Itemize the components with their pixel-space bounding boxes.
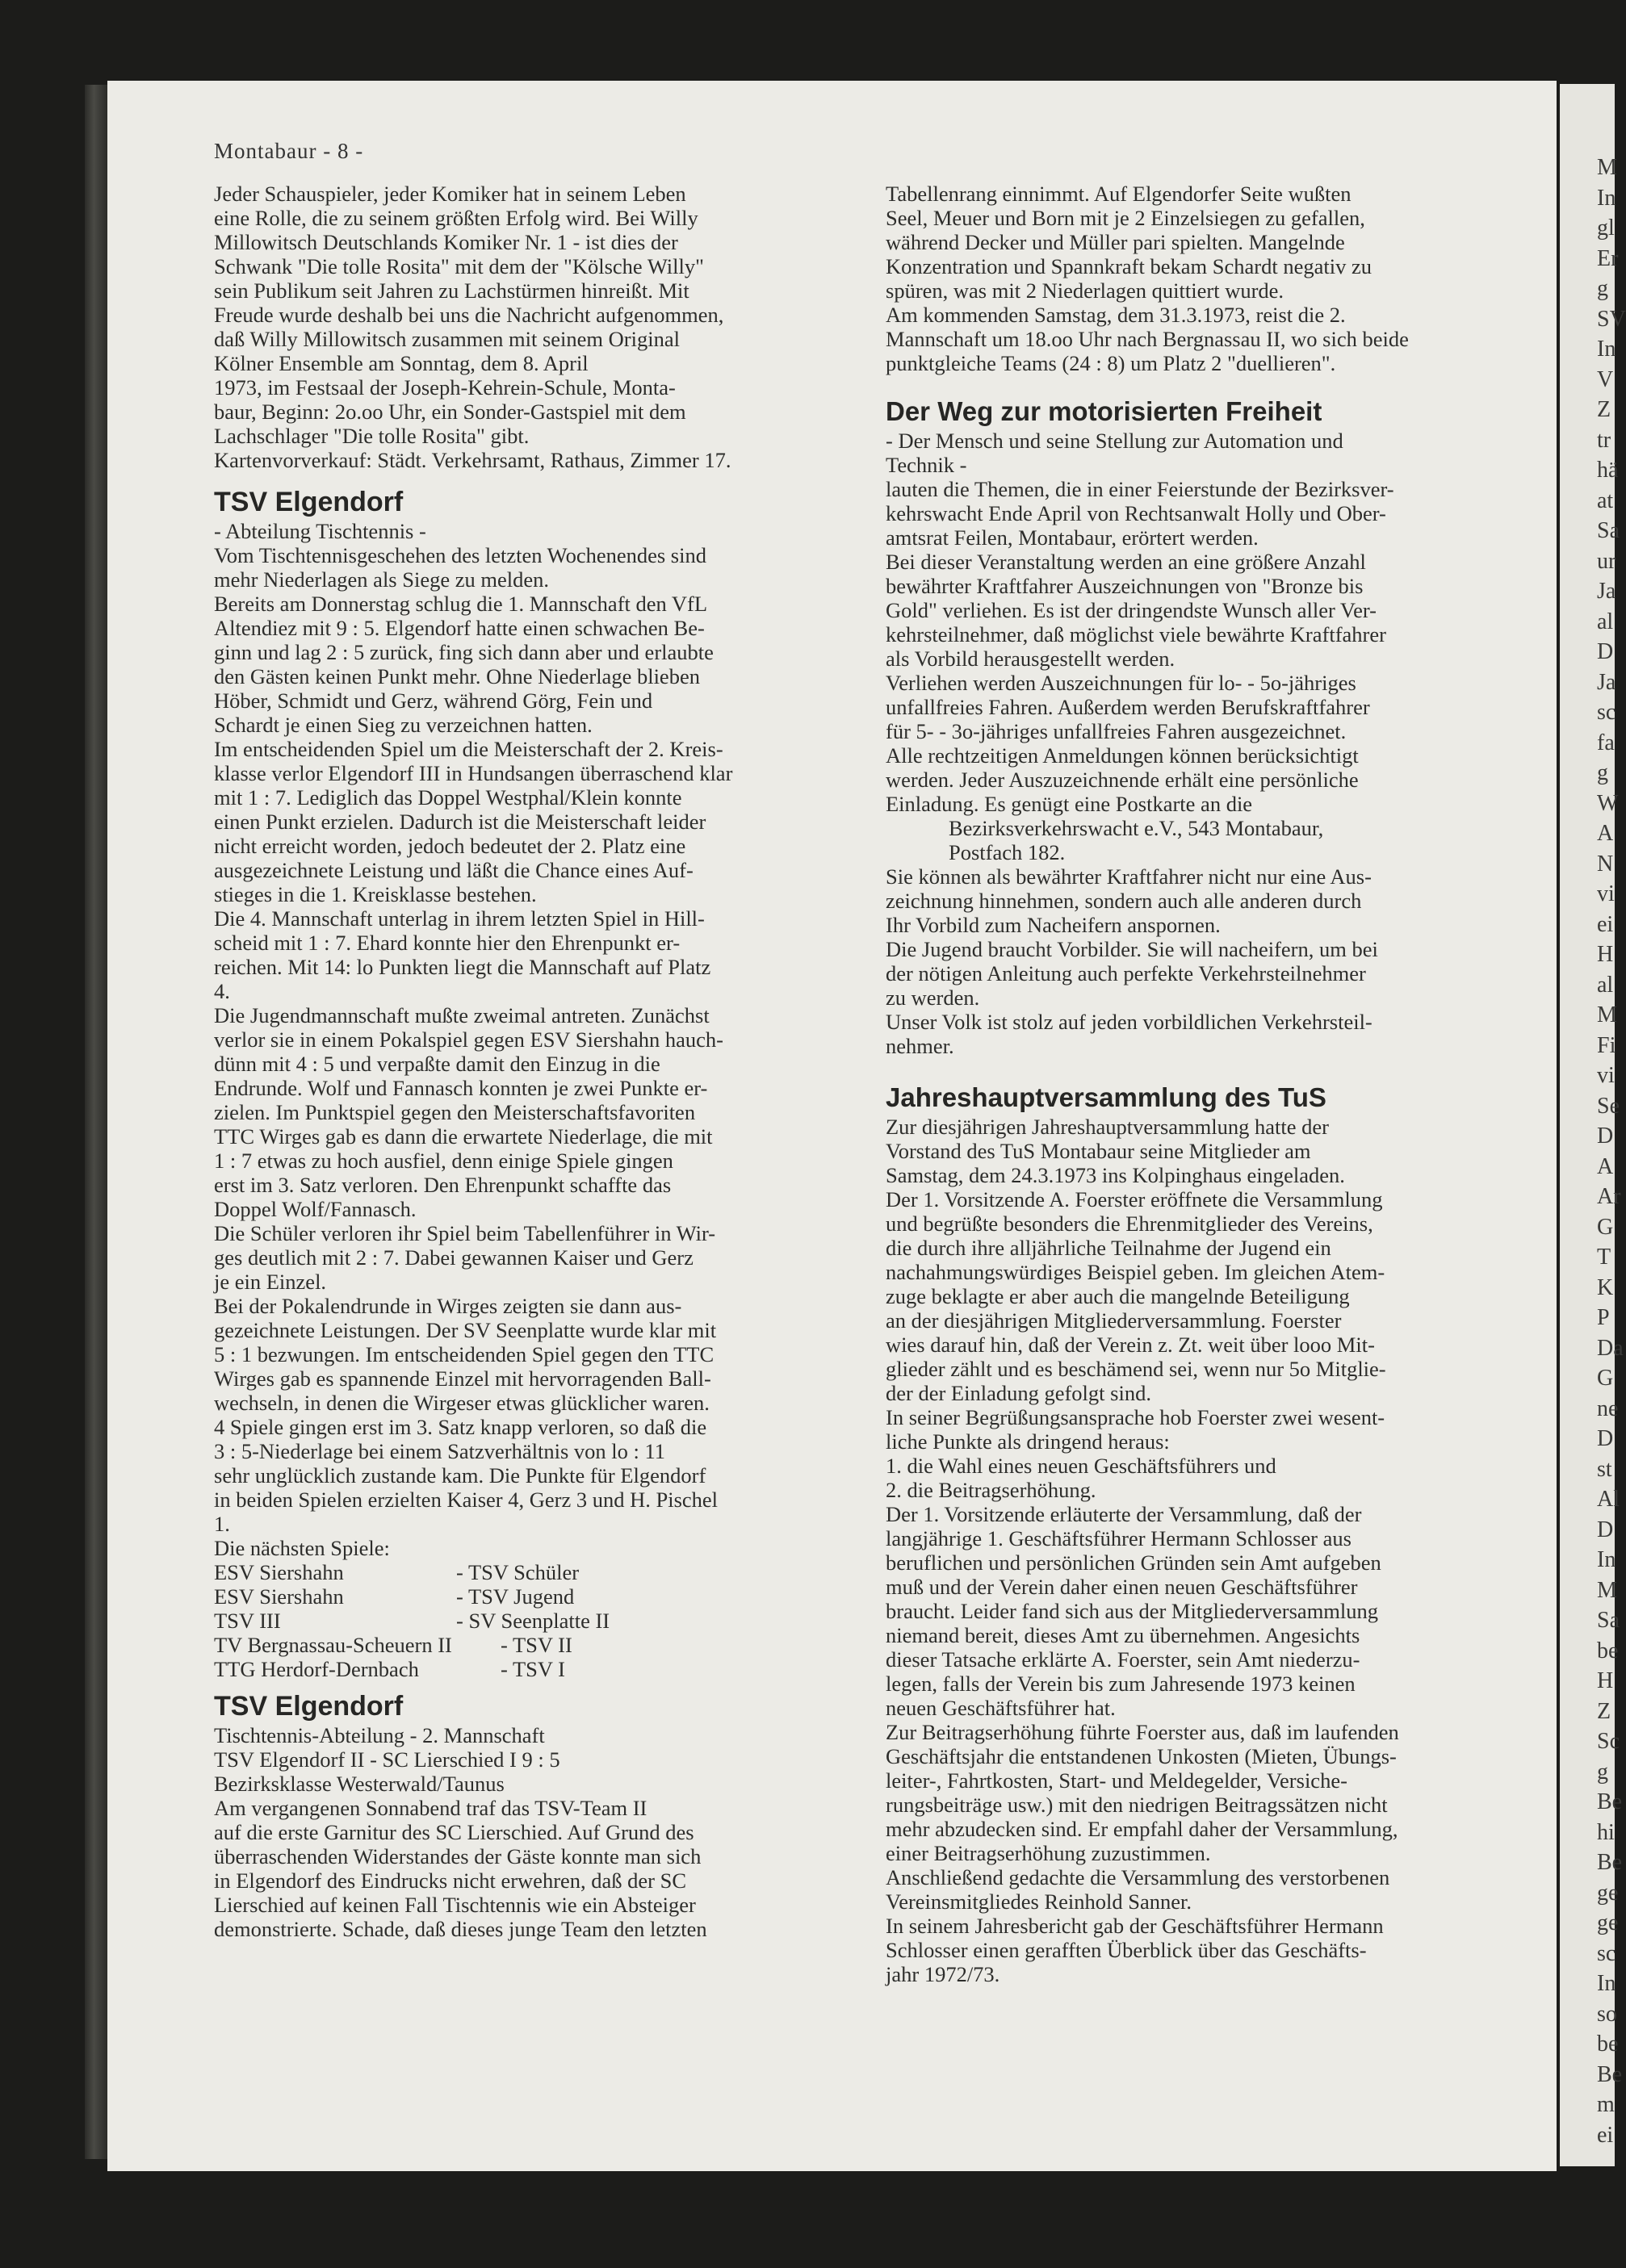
fixture-row <box>214 1560 860 1584</box>
text-line: Die 4. Mannschaft unterlag in ihrem letzten Spiel in Hill- <box>214 906 705 931</box>
text-line: Alle rechtzeitigen Anmeldungen können berücksichtigt <box>886 743 1359 768</box>
next-page-fragment: N <box>1597 851 1614 877</box>
text-line: punktgleiche Teams (24 : 8) um Platz 2 "duellieren". <box>886 351 1336 375</box>
text-line: Die nächsten Spiele: <box>214 1536 390 1560</box>
next-page-edge <box>1560 84 1626 2166</box>
text-line: Tabellenrang einnimmt. Auf Elgendorfer Seite wußten <box>886 182 1352 206</box>
next-page-fragment: Z <box>1597 1698 1611 1724</box>
text-line: Millowitsch Deutschlands Komiker Nr. 1 - ist dies der <box>214 230 678 254</box>
text-line: den Gästen keinen Punkt mehr. Ohne Niederlage blieben <box>214 664 700 688</box>
text-line: muß und der Verein daher einen neuen Geschäftsführer <box>886 1575 1358 1599</box>
text-line: 4. <box>214 979 230 1003</box>
next-page-fragment: V <box>1597 366 1614 392</box>
text-line: 5 : 1 bezwungen. Im entscheidenden Spiel gegen den TTC <box>214 1342 715 1366</box>
next-page-fragment: gl <box>1597 216 1615 241</box>
text-line: nachahmungswürdiges Beispiel geben. Im gleichen Atem- <box>886 1260 1385 1284</box>
fixture-home: TV Bergnassau-Scheuern II <box>214 1633 452 1657</box>
next-page-fragment: D <box>1597 639 1614 664</box>
next-page-fragment: ge <box>1597 1910 1619 1935</box>
next-page-fragment: Z <box>1597 397 1611 422</box>
text-line: bewährter Kraftfahrer Auszeichnungen von "Bronze bis <box>886 574 1364 598</box>
text-line: Die Jugend braucht Vorbilder. Sie will nacheifern, um bei <box>886 937 1378 961</box>
next-page-fragment: Ar <box>1597 1184 1621 1209</box>
next-page-fragment: H <box>1597 942 1614 967</box>
next-page-fragment: P <box>1597 1305 1610 1330</box>
text-line: nicht erreicht worden, jedoch bedeutet der 2. Platz eine <box>214 834 686 858</box>
text-line: in Elgendorf des Eindrucks nicht erwehren, daß der SC <box>214 1868 687 1893</box>
text-line: legen, falls der Verein bis zum Jahresende 1973 keinen <box>886 1672 1356 1696</box>
section-body-tus <box>886 1115 1540 1986</box>
next-page-fragment: In <box>1597 337 1616 362</box>
text-line: gezeichnete Leistungen. Der SV Seenplatte wurde klar mit <box>214 1318 717 1342</box>
section-body-verkehrswacht-cont <box>886 864 1540 1058</box>
text-line: braucht. Leider fand sich aus der Mitgliederversammlung <box>886 1599 1379 1623</box>
text-line: mit 1 : 7. Lediglich das Doppel Westphal/Klein konnte <box>214 785 682 810</box>
text-line: TTC Wirges gab es dann die erwartete Niederlage, die mit <box>214 1124 713 1149</box>
text-line: Der 1. Vorsitzende A. Foerster eröffnete die Versammlung <box>886 1187 1383 1211</box>
text-line: Bereits am Donnerstag schlug die 1. Mannschaft den VfL <box>214 592 708 616</box>
text-line: nehmer. <box>886 1034 954 1058</box>
text-line: Bei der Pokalendrunde in Wirges zeigten sie dann aus- <box>214 1294 682 1318</box>
text-line: 1. die Wahl eines neuen Geschäftsführers und <box>886 1454 1276 1478</box>
text-line: rungsbeiträge usw.) mit den niedrigen Beitragssätzen nicht <box>886 1793 1388 1817</box>
next-page-fragment: Se <box>1597 1093 1620 1119</box>
text-line: die durch ihre alljährliche Teilnahme der Jugend ein <box>886 1236 1331 1260</box>
next-page-fragment: at <box>1597 487 1614 513</box>
fixture-row <box>214 1584 860 1609</box>
next-page-fragment: M <box>1597 1002 1617 1027</box>
next-page-fragment: so <box>1597 2001 1617 2027</box>
text-line: mehr Niederlagen als Siege zu melden. <box>214 567 550 592</box>
text-line: daß Willy Millowitsch zusammen mit seinem Original <box>214 327 680 351</box>
fixtures-list <box>214 1560 860 1681</box>
next-page-fragment: T <box>1597 1245 1611 1270</box>
next-page-fragment: hä <box>1597 458 1619 483</box>
text-line: sehr unglücklich zustande kam. Die Punkte für Elgendorf <box>214 1463 706 1488</box>
next-page-fragment: g <box>1597 760 1608 785</box>
text-line: Samstag, dem 24.3.1973 ins Kolpinghaus eingeladen. <box>886 1163 1345 1187</box>
next-page-fragment: D <box>1597 1124 1614 1149</box>
text-line: für 5- - 3o-jähriges unfallfreies Fahren ausgezeichnet. <box>886 719 1347 743</box>
text-line: Geschäftsjahr die entstandenen Unkosten (Mieten, Übungs- <box>886 1744 1397 1768</box>
next-page-fragment: vi <box>1597 1063 1615 1088</box>
fixture-row <box>214 1609 860 1633</box>
next-page-fragment: Sc <box>1597 1729 1620 1754</box>
text-line: scheid mit 1 : 7. Ehard konnte hier den Ehrenpunkt er- <box>214 931 681 955</box>
fixture-home: TSV III <box>214 1609 281 1633</box>
next-page-fragment: ei <box>1597 2122 1614 2148</box>
text-line: an der diesjährigen Mitgliederversammlung. Foerster <box>886 1308 1342 1333</box>
text-line: reichen. Mit 14: lo Punkten liegt die Mannschaft auf Platz <box>214 955 711 979</box>
next-page-fragment: st <box>1597 1456 1612 1482</box>
text-line: Tischtennis-Abteilung - 2. Mannschaft <box>214 1723 545 1747</box>
next-page-fragment: sc <box>1597 1940 1616 1966</box>
text-line: baur, Beginn: 2o.oo Uhr, ein Sonder-Gastspiel mit dem <box>214 400 686 424</box>
section-title-motorisierte-freiheit: Der Weg zur motorisierten Freiheit <box>886 396 1322 426</box>
text-line: als Vorbild herausgestellt werden. <box>886 647 1175 671</box>
fixture-home: ESV Siershahn <box>214 1560 344 1584</box>
next-page-fragment: Da <box>1597 1335 1624 1361</box>
text-line: Sie können als bewährter Kraftfahrer nicht nur eine Aus- <box>886 864 1372 889</box>
text-line: Im entscheidenden Spiel um die Meisterschaft der 2. Kreis- <box>214 737 723 761</box>
text-line: Postfach 182. <box>949 840 1066 864</box>
text-line: ausgezeichnete Leistung und läßt die Chance eines Auf- <box>214 858 694 882</box>
text-line: eine Rolle, die zu seinem größten Erfolg wird. Bei Willy <box>214 206 698 230</box>
next-page-fragment: H <box>1597 1668 1614 1693</box>
next-page-fragment: In <box>1597 1971 1616 1996</box>
text-line: Schwank "Die tolle Rosita" mit dem der "Kölsche Willy" <box>214 254 704 278</box>
text-line: sein Publikum seit Jahren zu Lachstürmen hinreißt. Mit <box>214 278 689 303</box>
fixture-home: TTG Herdorf-Dernbach <box>214 1657 419 1681</box>
text-line: überraschenden Widerstandes der Gäste konnte man sich <box>214 1844 702 1868</box>
next-page-fragment: Er <box>1597 245 1619 271</box>
intro-paragraph <box>214 182 860 472</box>
text-line: Die Schüler verloren ihr Spiel beim Tabellenführer in Wir- <box>214 1221 716 1245</box>
fixture-away: - TSV Jugend <box>456 1584 575 1609</box>
section-body-verkehrswacht <box>886 477 1540 816</box>
text-line: In seiner Begrüßungsansprache hob Foerster zwei wesent- <box>886 1405 1385 1429</box>
text-line: je ein Einzel. <box>214 1270 327 1294</box>
next-page-fragment: hi <box>1597 1819 1615 1845</box>
text-line: - Abteilung Tischtennis - <box>214 519 426 543</box>
text-line: Seel, Meuer und Born mit je 2 Einzelsiegen zu gefallen, <box>886 206 1365 230</box>
text-line: Am kommenden Samstag, dem 31.3.1973, reist die 2. <box>886 303 1346 327</box>
text-line: verlor sie in einem Pokalspiel gegen ESV Siershahn hauch- <box>214 1027 723 1052</box>
text-line: Technik - <box>886 453 967 477</box>
next-page-fragment: be <box>1597 1638 1619 1663</box>
next-page-fragment: M <box>1597 1577 1617 1603</box>
text-line: ges deutlich mit 2 : 7. Dabei gewannen Kaiser und Gerz <box>214 1245 694 1270</box>
next-page-fragment: g <box>1597 276 1608 301</box>
text-line: neuen Geschäftsführer hat. <box>886 1696 1116 1720</box>
text-line: Doppel Wolf/Fannasch. <box>214 1197 417 1221</box>
text-line: Konzentration und Spannkraft bekam Schardt negativ zu <box>886 254 1372 278</box>
text-line: Freude wurde deshalb bei uns die Nachricht aufgenommen, <box>214 303 724 327</box>
text-line: dieser Tatsache erklärte A. Foerster, sein Amt niederzu- <box>886 1647 1360 1672</box>
text-line: erst im 3. Satz verloren. Den Ehrenpunkt schaffte das <box>214 1173 672 1197</box>
next-page-fragment: Sa <box>1597 518 1620 543</box>
text-line: niemand bereit, dieses Amt zu übernehmen. Angesichts <box>886 1623 1360 1647</box>
next-page-fragment: M <box>1597 155 1617 180</box>
text-line: zuge beklagte er aber auch die mangelnde Beteiligung <box>886 1284 1350 1308</box>
text-line: Endrunde. Wolf und Fannasch konnten je zwei Punkte er- <box>214 1076 708 1100</box>
section-body-tischtennis <box>214 519 860 1560</box>
text-line: Vereinsmitgliedes Reinhold Sanner. <box>886 1889 1192 1914</box>
text-line: Einladung. Es genügt eine Postkarte an die <box>886 792 1253 816</box>
section-title-jahreshauptversammlung: Jahreshauptversammlung des TuS <box>886 1082 1326 1112</box>
text-line: klasse verlor Elgendorf III in Hundsangen überraschend klar <box>214 761 733 785</box>
text-line: Verliehen werden Auszeichnungen für lo- - 5o-jähriges <box>886 671 1356 695</box>
next-page-fragment: be <box>1597 2032 1619 2057</box>
next-page-fragment: Ja <box>1597 669 1616 695</box>
continuation-paragraph <box>886 182 1540 375</box>
text-line: jahr 1972/73. <box>886 1962 1000 1986</box>
next-page-fragment: m <box>1597 2092 1615 2117</box>
next-page-fragment: ur <box>1597 548 1616 574</box>
fixture-away: - TSV II <box>501 1633 572 1657</box>
text-line: Bezirksverkehrswacht e.V., 543 Montabaur, <box>949 816 1324 840</box>
text-line: Vom Tischtennisgeschehen des letzten Wochenendes sind <box>214 543 706 567</box>
fixture-row <box>214 1657 860 1681</box>
left-column <box>214 182 860 1941</box>
text-line: ginn und lag 2 : 5 zurück, fing sich dann aber und erlaubte <box>214 640 714 664</box>
fixture-away: - TSV I <box>501 1657 566 1681</box>
text-line: TSV Elgendorf II - SC Lierschied I 9 : 5 <box>214 1747 560 1772</box>
section-subtitle <box>886 429 1540 477</box>
text-line: zu werden. <box>886 985 980 1010</box>
right-column <box>886 182 1540 1986</box>
text-line: Lierschied auf keinen Fall Tischtennis wie ein Absteiger <box>214 1893 696 1917</box>
section-title-tsv-elgendorf-2: TSV Elgendorf <box>214 1691 404 1722</box>
text-line: Altendiez mit 9 : 5. Elgendorf hatte einen schwachen Be- <box>214 616 705 640</box>
text-line: wechseln, in denen die Wirgeser etwas glücklicher waren. <box>214 1391 710 1415</box>
next-page-fragment: tr <box>1597 427 1611 453</box>
section-title-tsv-elgendorf: TSV Elgendorf <box>214 487 404 517</box>
next-page-fragment: Fi <box>1597 1032 1616 1058</box>
text-line: während Decker und Müller pari spielten. Mangelnde <box>886 230 1345 254</box>
text-line: einen Punkt erzielen. Dadurch ist die Meisterschaft leider <box>214 810 706 834</box>
text-line: Kartenvorverkauf: Städt. Verkehrsamt, Rathaus, Zimmer 17. <box>214 448 731 472</box>
text-line: der nötigen Anleitung auch perfekte Verkehrsteilnehmer <box>886 961 1366 985</box>
text-line: der der Einladung gefolgt sind. <box>886 1381 1151 1405</box>
text-line: Kölner Ensemble am Sonntag, dem 8. April <box>214 351 589 375</box>
next-page-fragment: G <box>1597 1214 1614 1240</box>
next-page-fragment: al <box>1597 609 1614 634</box>
text-line: Mannschaft um 18.oo Uhr nach Bergnassau II, wo sich beide <box>886 327 1409 351</box>
next-page-fragment: ge <box>1597 1880 1619 1906</box>
text-line: und begrüßte besonders die Ehrenmitglieder des Vereins, <box>886 1211 1373 1236</box>
next-page-fragment: ne <box>1597 1396 1619 1421</box>
text-line: dünn mit 4 : 5 und verpaßte damit den Einzug in die <box>214 1052 660 1076</box>
text-line: 1. <box>214 1512 230 1536</box>
next-page-fragment: Sa <box>1597 1608 1620 1633</box>
text-line: Wirges gab es spannende Einzel mit hervorragenden Ball- <box>214 1366 711 1391</box>
fixture-row <box>214 1633 860 1657</box>
next-page-fragment: vi <box>1597 881 1615 906</box>
text-line: Schlosser einen gerafften Überblick über das Geschäfts- <box>886 1938 1367 1962</box>
text-line: 2. die Beitragserhöhung. <box>886 1478 1096 1502</box>
next-page-fragment: D <box>1597 1426 1614 1451</box>
text-line: kehrswacht Ende April von Rechtsanwalt Holly und Ober- <box>886 501 1386 525</box>
text-line: Unser Volk ist stolz auf jeden vorbildlichen Verkehrsteil- <box>886 1010 1372 1034</box>
text-line: Zur Beitragserhöhung führte Foerster aus, daß im laufenden <box>886 1720 1399 1744</box>
fixture-away: - SV Seenplatte II <box>456 1609 610 1633</box>
next-page-fragment: G <box>1597 1366 1614 1391</box>
text-line: Die Jugendmannschaft mußte zweimal antreten. Zunächst <box>214 1003 710 1027</box>
next-page-fragment: In <box>1597 185 1616 211</box>
running-head: Montabaur - 8 - <box>214 139 364 163</box>
fixture-home: ESV Siershahn <box>214 1584 344 1609</box>
text-line: lauten die Themen, die in einer Feierstunde der Bezirksver- <box>886 477 1394 501</box>
next-page-fragment: D <box>1597 1517 1614 1542</box>
text-line: wies darauf hin, daß der Verein z. Zt. weit über looo Mit- <box>886 1333 1375 1357</box>
text-line: demonstrierte. Schade, daß dieses junge Team den letzten <box>214 1917 707 1941</box>
text-line: liche Punkte als dringend heraus: <box>886 1429 1170 1454</box>
text-line: Anschließend gedachte die Versammlung des verstorbenen <box>886 1865 1390 1889</box>
text-line: Bezirksklasse Westerwald/Taunus <box>214 1772 505 1796</box>
text-line: Der 1. Vorsitzende erläuterte der Versammlung, daß der <box>886 1502 1362 1526</box>
text-line: werden. Jeder Auszuzeichnende erhält eine persönliche <box>886 768 1359 792</box>
text-line: unfallfreies Fahren. Außerdem werden Berufskraftfahrer <box>886 695 1370 719</box>
text-line: In seinem Jahresbericht gab der Geschäftsführer Hermann <box>886 1914 1384 1938</box>
text-line: 1973, im Festsaal der Joseph-Kehrein-Schule, Monta- <box>214 375 676 400</box>
text-line: amtsrat Feilen, Montabaur, erörtert werden. <box>886 525 1259 550</box>
section-body-2-mannschaft <box>214 1723 860 1941</box>
next-page-fragment: g <box>1597 1759 1608 1785</box>
next-page-fragment: A <box>1597 1153 1614 1179</box>
text-line: auf die erste Garnitur des SC Lierschied. Auf Grund des <box>214 1820 694 1844</box>
next-page-fragment: W <box>1597 790 1619 816</box>
next-page-fragment: In <box>1597 1547 1616 1572</box>
fixture-away: - TSV Schüler <box>456 1560 580 1584</box>
text-line: Bei dieser Veranstaltung werden an eine größere Anzahl <box>886 550 1366 574</box>
text-line: Am vergangenen Sonnabend traf das TSV-Team II <box>214 1796 647 1820</box>
text-line: einer Beitragserhöhung zuzustimmen. <box>886 1841 1211 1865</box>
next-page-fragment: al <box>1597 972 1614 998</box>
next-page-fragment: fa <box>1597 730 1615 755</box>
text-line: 1 : 7 etwas zu hoch ausfiel, denn einige Spiele gingen <box>214 1149 673 1173</box>
text-line: 4 Spiele gingen erst im 3. Satz knapp verloren, so daß die <box>214 1415 707 1439</box>
text-line: Zur diesjährigen Jahreshauptversammlung hatte der <box>886 1115 1329 1139</box>
next-page-fragment: Be <box>1597 1789 1623 1814</box>
text-line: Lachschlager "Die tolle Rosita" gibt. <box>214 424 530 448</box>
text-line: spüren, was mit 2 Niederlagen quittiert wurde. <box>886 278 1284 303</box>
next-page-fragment: Be <box>1597 1850 1623 1875</box>
text-line: Jeder Schauspieler, jeder Komiker hat in seinem Leben <box>214 182 686 206</box>
text-line: stieges in die 1. Kreisklasse bestehen. <box>214 882 537 906</box>
next-page-fragment: sc <box>1597 700 1616 725</box>
text-line: in beiden Spielen erzielten Kaiser 4, Gerz 3 und H. Pischel <box>214 1488 719 1512</box>
text-line: zeichnung hinnehmen, sondern auch alle anderen durch <box>886 889 1362 913</box>
text-line: Schardt je einen Sieg zu verzeichnen hatten. <box>214 713 593 737</box>
text-line: - Der Mensch und seine Stellung zur Automation und <box>886 429 1343 453</box>
text-line: 3 : 5-Niederlage bei einem Satzverhältnis von lo : 11 <box>214 1439 666 1463</box>
text-line: mehr abzudecken sind. Er empfahl daher der Versammlung, <box>886 1817 1398 1841</box>
next-page-fragment: SV <box>1597 306 1626 332</box>
next-page-fragment: Al <box>1597 1487 1620 1512</box>
address-block <box>886 816 1540 864</box>
next-page-fragment: Be <box>1597 2061 1623 2087</box>
text-line: kehrsteilnehmer, daß möglichst viele bewährte Kraftfahrer <box>886 622 1386 647</box>
text-line: Gold" verliehen. Es ist der dringendste Wunsch aller Ver- <box>886 598 1377 622</box>
text-line: Ihr Vorbild zum Nacheifern anspornen. <box>886 913 1221 937</box>
text-line: Höber, Schmidt und Gerz, während Görg, Fein und <box>214 688 653 713</box>
text-line: zielen. Im Punktspiel gegen den Meisterschaftsfavoriten <box>214 1100 696 1124</box>
binding-strip <box>85 85 107 2159</box>
next-page-fragment: K <box>1597 1274 1614 1300</box>
text-line: beruflichen und persönlichen Gründen sein Amt aufgeben <box>886 1550 1381 1575</box>
text-line: langjährige 1. Geschäftsführer Hermann Schlosser aus <box>886 1526 1352 1550</box>
next-page-fragment: ei <box>1597 911 1614 937</box>
next-page-fragment: A <box>1597 821 1614 846</box>
text-line: Vorstand des TuS Montabaur seine Mitglieder am <box>886 1139 1311 1163</box>
text-line: glieder zählt und es beschämend sei, wenn nur 5o Mitglie- <box>886 1357 1386 1381</box>
next-page-fragment: Ja <box>1597 579 1616 604</box>
text-line: leiter-, Fahrtkosten, Start- und Meldegelder, Versiche- <box>886 1768 1347 1793</box>
